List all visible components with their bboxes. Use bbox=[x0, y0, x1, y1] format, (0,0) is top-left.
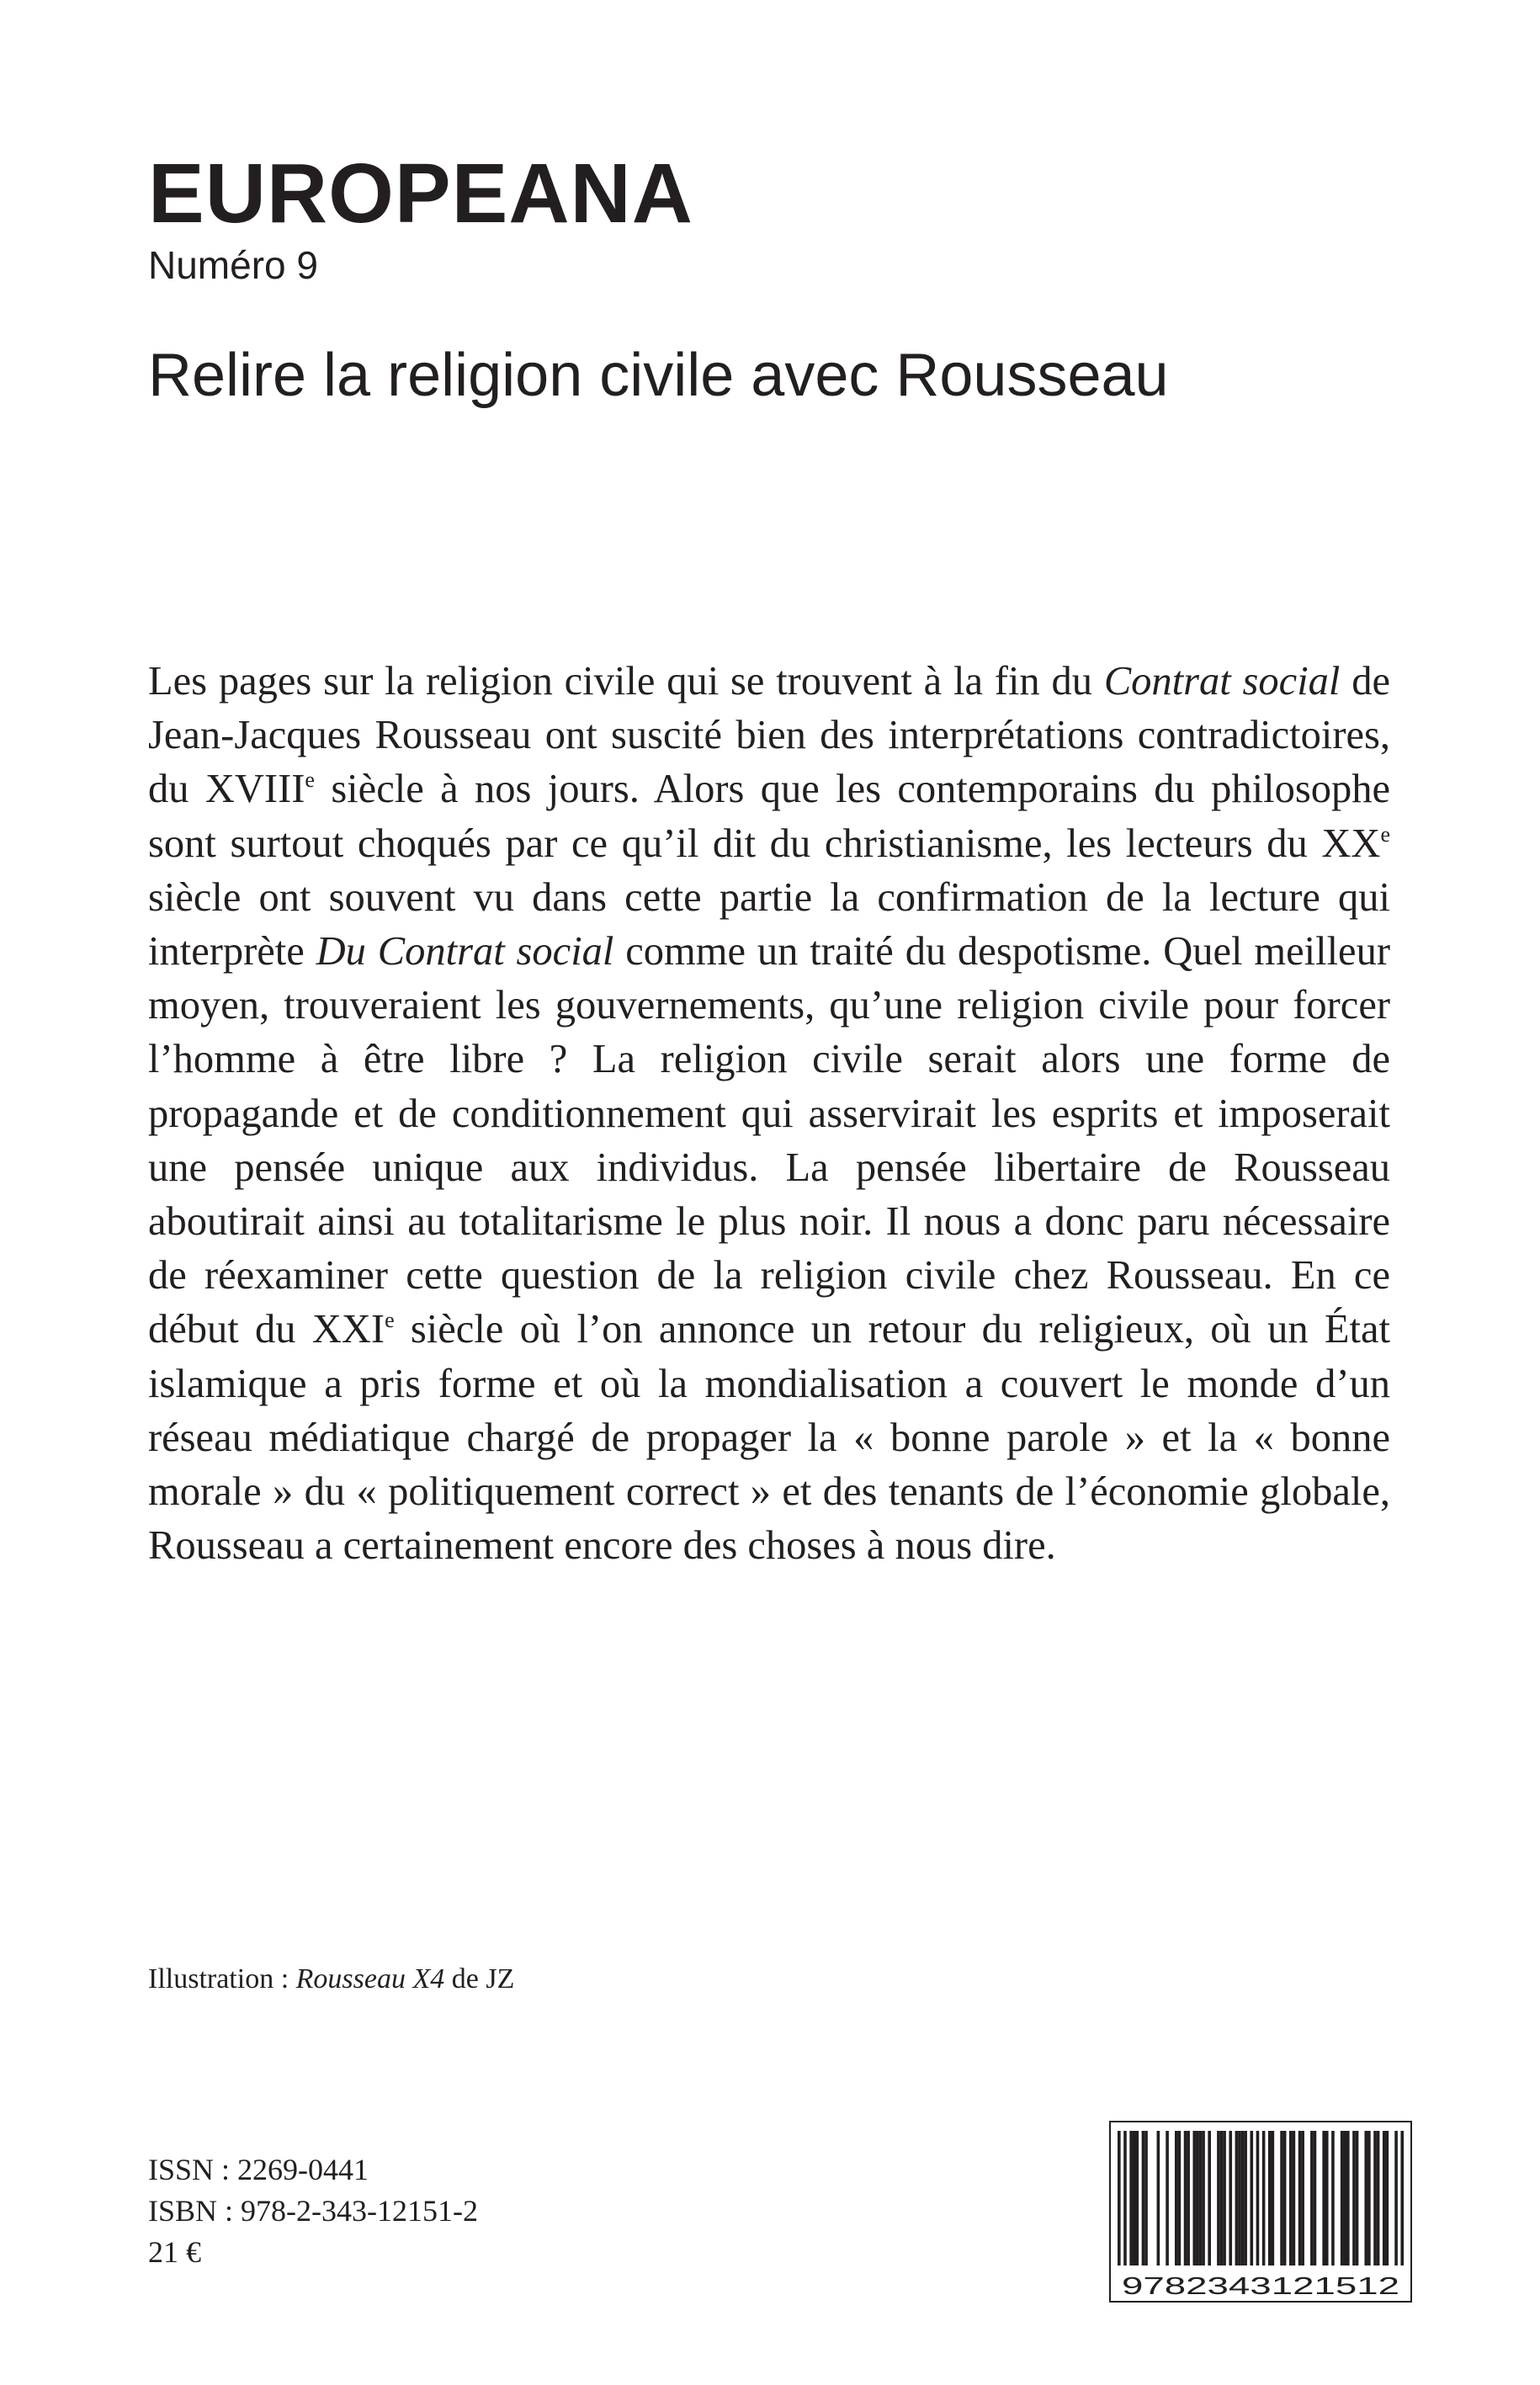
barcode-bar bbox=[1268, 2131, 1272, 2265]
barcode-bar bbox=[1356, 2131, 1359, 2265]
barcode-bar bbox=[1298, 2131, 1302, 2265]
barcode-bar bbox=[1386, 2131, 1389, 2265]
bibliographic-info bbox=[148, 2149, 478, 2273]
barcode-bar bbox=[1250, 2131, 1253, 2265]
barcode-bar bbox=[1322, 2131, 1325, 2265]
isbn-line: ISBN : 978-2-343-12151-2 bbox=[148, 2194, 478, 2228]
credit-prefix: Illustration : bbox=[148, 1963, 296, 1995]
barcode-bar bbox=[1314, 2131, 1317, 2265]
barcode-bar bbox=[1133, 2131, 1136, 2265]
summary-century-superscript: e bbox=[305, 768, 315, 793]
barcode-bar bbox=[1346, 2131, 1350, 2265]
barcode-bar bbox=[1235, 2131, 1239, 2265]
barcode-bar bbox=[1129, 2131, 1133, 2265]
credit-suffix: de JZ bbox=[444, 1963, 515, 1995]
barcode-bar bbox=[1142, 2131, 1145, 2265]
summary-text-6: siècle où l’on annonce un retour du religieux, où un État islamique a pris forme et où la mondialisation a couvert le monde d’un réseau médiatique chargé de propager la « bonne parole » et la « bonne morale » du « politiquement correct » et des tenants de l’économie globale, Rousseau a certainement encore des choses à nous dire. bbox=[148, 1307, 1391, 1569]
barcode-bar bbox=[1301, 2131, 1304, 2265]
barcode-bar bbox=[1229, 2131, 1232, 2265]
barcode-bar bbox=[1310, 2131, 1314, 2265]
barcode-bar bbox=[1118, 2131, 1121, 2265]
barcode-bar bbox=[1223, 2131, 1226, 2265]
barcode-bar bbox=[1157, 2131, 1160, 2265]
barcode-bar bbox=[1377, 2131, 1380, 2265]
barcode-bar bbox=[1394, 2131, 1398, 2265]
barcode-bar bbox=[1187, 2131, 1190, 2265]
barcode-bar bbox=[1272, 2131, 1275, 2265]
barcode-bar bbox=[1166, 2131, 1169, 2265]
barcode-graphic bbox=[1111, 2122, 1410, 2301]
barcode-bar bbox=[1217, 2131, 1220, 2265]
isbn-barcode bbox=[1109, 2121, 1412, 2303]
summary-book-title: Du Contrat social bbox=[316, 929, 614, 975]
barcode-bar bbox=[1325, 2131, 1329, 2265]
price-line: 21 € bbox=[148, 2235, 201, 2269]
barcode-bar bbox=[1341, 2131, 1344, 2265]
barcode-bar bbox=[1135, 2131, 1139, 2265]
barcode-bar bbox=[1202, 2131, 1205, 2265]
barcode-bar bbox=[1373, 2131, 1377, 2265]
barcode-bar bbox=[1262, 2131, 1266, 2265]
barcode-bars bbox=[1118, 2131, 1404, 2265]
barcode-bar bbox=[1367, 2131, 1371, 2265]
barcode-bar bbox=[1208, 2131, 1211, 2265]
barcode-bar bbox=[1256, 2131, 1260, 2265]
barcode-bar bbox=[1220, 2131, 1224, 2265]
credit-work-title: Rousseau X4 bbox=[295, 1963, 445, 1995]
barcode-bar bbox=[1123, 2131, 1127, 2265]
summary-text-1: Les pages sur la religion civile qui se trouvent à la fin du bbox=[148, 659, 1104, 704]
issue-number: Numéro 9 bbox=[148, 243, 318, 287]
barcode-bar bbox=[1241, 2131, 1245, 2265]
summary-century-superscript: e bbox=[385, 1308, 395, 1333]
barcode-bar bbox=[1178, 2131, 1182, 2265]
barcode-bar bbox=[1196, 2131, 1199, 2265]
barcode-bar bbox=[1283, 2131, 1287, 2265]
barcode-bar bbox=[1343, 2131, 1346, 2265]
barcode-bar bbox=[1400, 2131, 1404, 2265]
illustration-credit bbox=[148, 1965, 514, 1994]
barcode-bar bbox=[1352, 2131, 1356, 2265]
series-title: EUROPEANA bbox=[148, 146, 693, 241]
issn-line: ISSN : 2269-0441 bbox=[148, 2153, 369, 2186]
summary-text-3: siècle à nos jours. Alors que les contemporains du philosophe sont surtout choqués par ce qu’il dit du christianisme, les lecteurs du XX bbox=[148, 767, 1390, 866]
barcode-bar bbox=[1293, 2131, 1296, 2265]
barcode-number: 9782343121512 bbox=[1122, 2273, 1399, 2300]
barcode-bar bbox=[1192, 2131, 1196, 2265]
barcode-bar bbox=[1331, 2131, 1335, 2265]
barcode-bar bbox=[1184, 2131, 1187, 2265]
barcode-bar bbox=[1244, 2131, 1247, 2265]
issue-subtitle: Relire la religion civile avec Rousseau bbox=[148, 342, 1169, 409]
barcode-bar bbox=[1144, 2131, 1148, 2265]
barcode-bar bbox=[1238, 2131, 1241, 2265]
summary-text-5: comme un traité du despotisme. Quel meilleur moyen, trouveraient les gouvernements, qu’une religion civile pour forcer l’homme à être libre ? La religion civile serait alors une forme de propagande et de conditionnement qui asservirait les esprits et imposerait une pensée unique aux individus. La pensée libertaire de Rousseau aboutirait ainsi au totalitarisme le plus noir. Il nous a donc paru nécessaire de réexaminer cette question de la religion civile chez Rousseau. En ce début du XXI bbox=[148, 929, 1390, 1352]
barcode-bar bbox=[1199, 2131, 1203, 2265]
back-cover-summary bbox=[148, 655, 1390, 1573]
summary-century-superscript: e bbox=[1380, 821, 1390, 847]
summary-text-2: de Jean-Jacques Rousseau ont suscité bien des interprétations contradictoires, du XVIII bbox=[148, 659, 1390, 812]
barcode-bar bbox=[1280, 2131, 1283, 2265]
barcode-bar bbox=[1383, 2131, 1386, 2265]
summary-text-4: siècle ont souvent vu dans cette partie la confirmation de la lecture qui interprète bbox=[148, 874, 1390, 975]
summary-book-title: Contrat social bbox=[1103, 659, 1341, 704]
barcode-bar bbox=[1289, 2131, 1293, 2265]
barcode-bar bbox=[1175, 2131, 1178, 2265]
barcode-bar bbox=[1364, 2131, 1367, 2265]
